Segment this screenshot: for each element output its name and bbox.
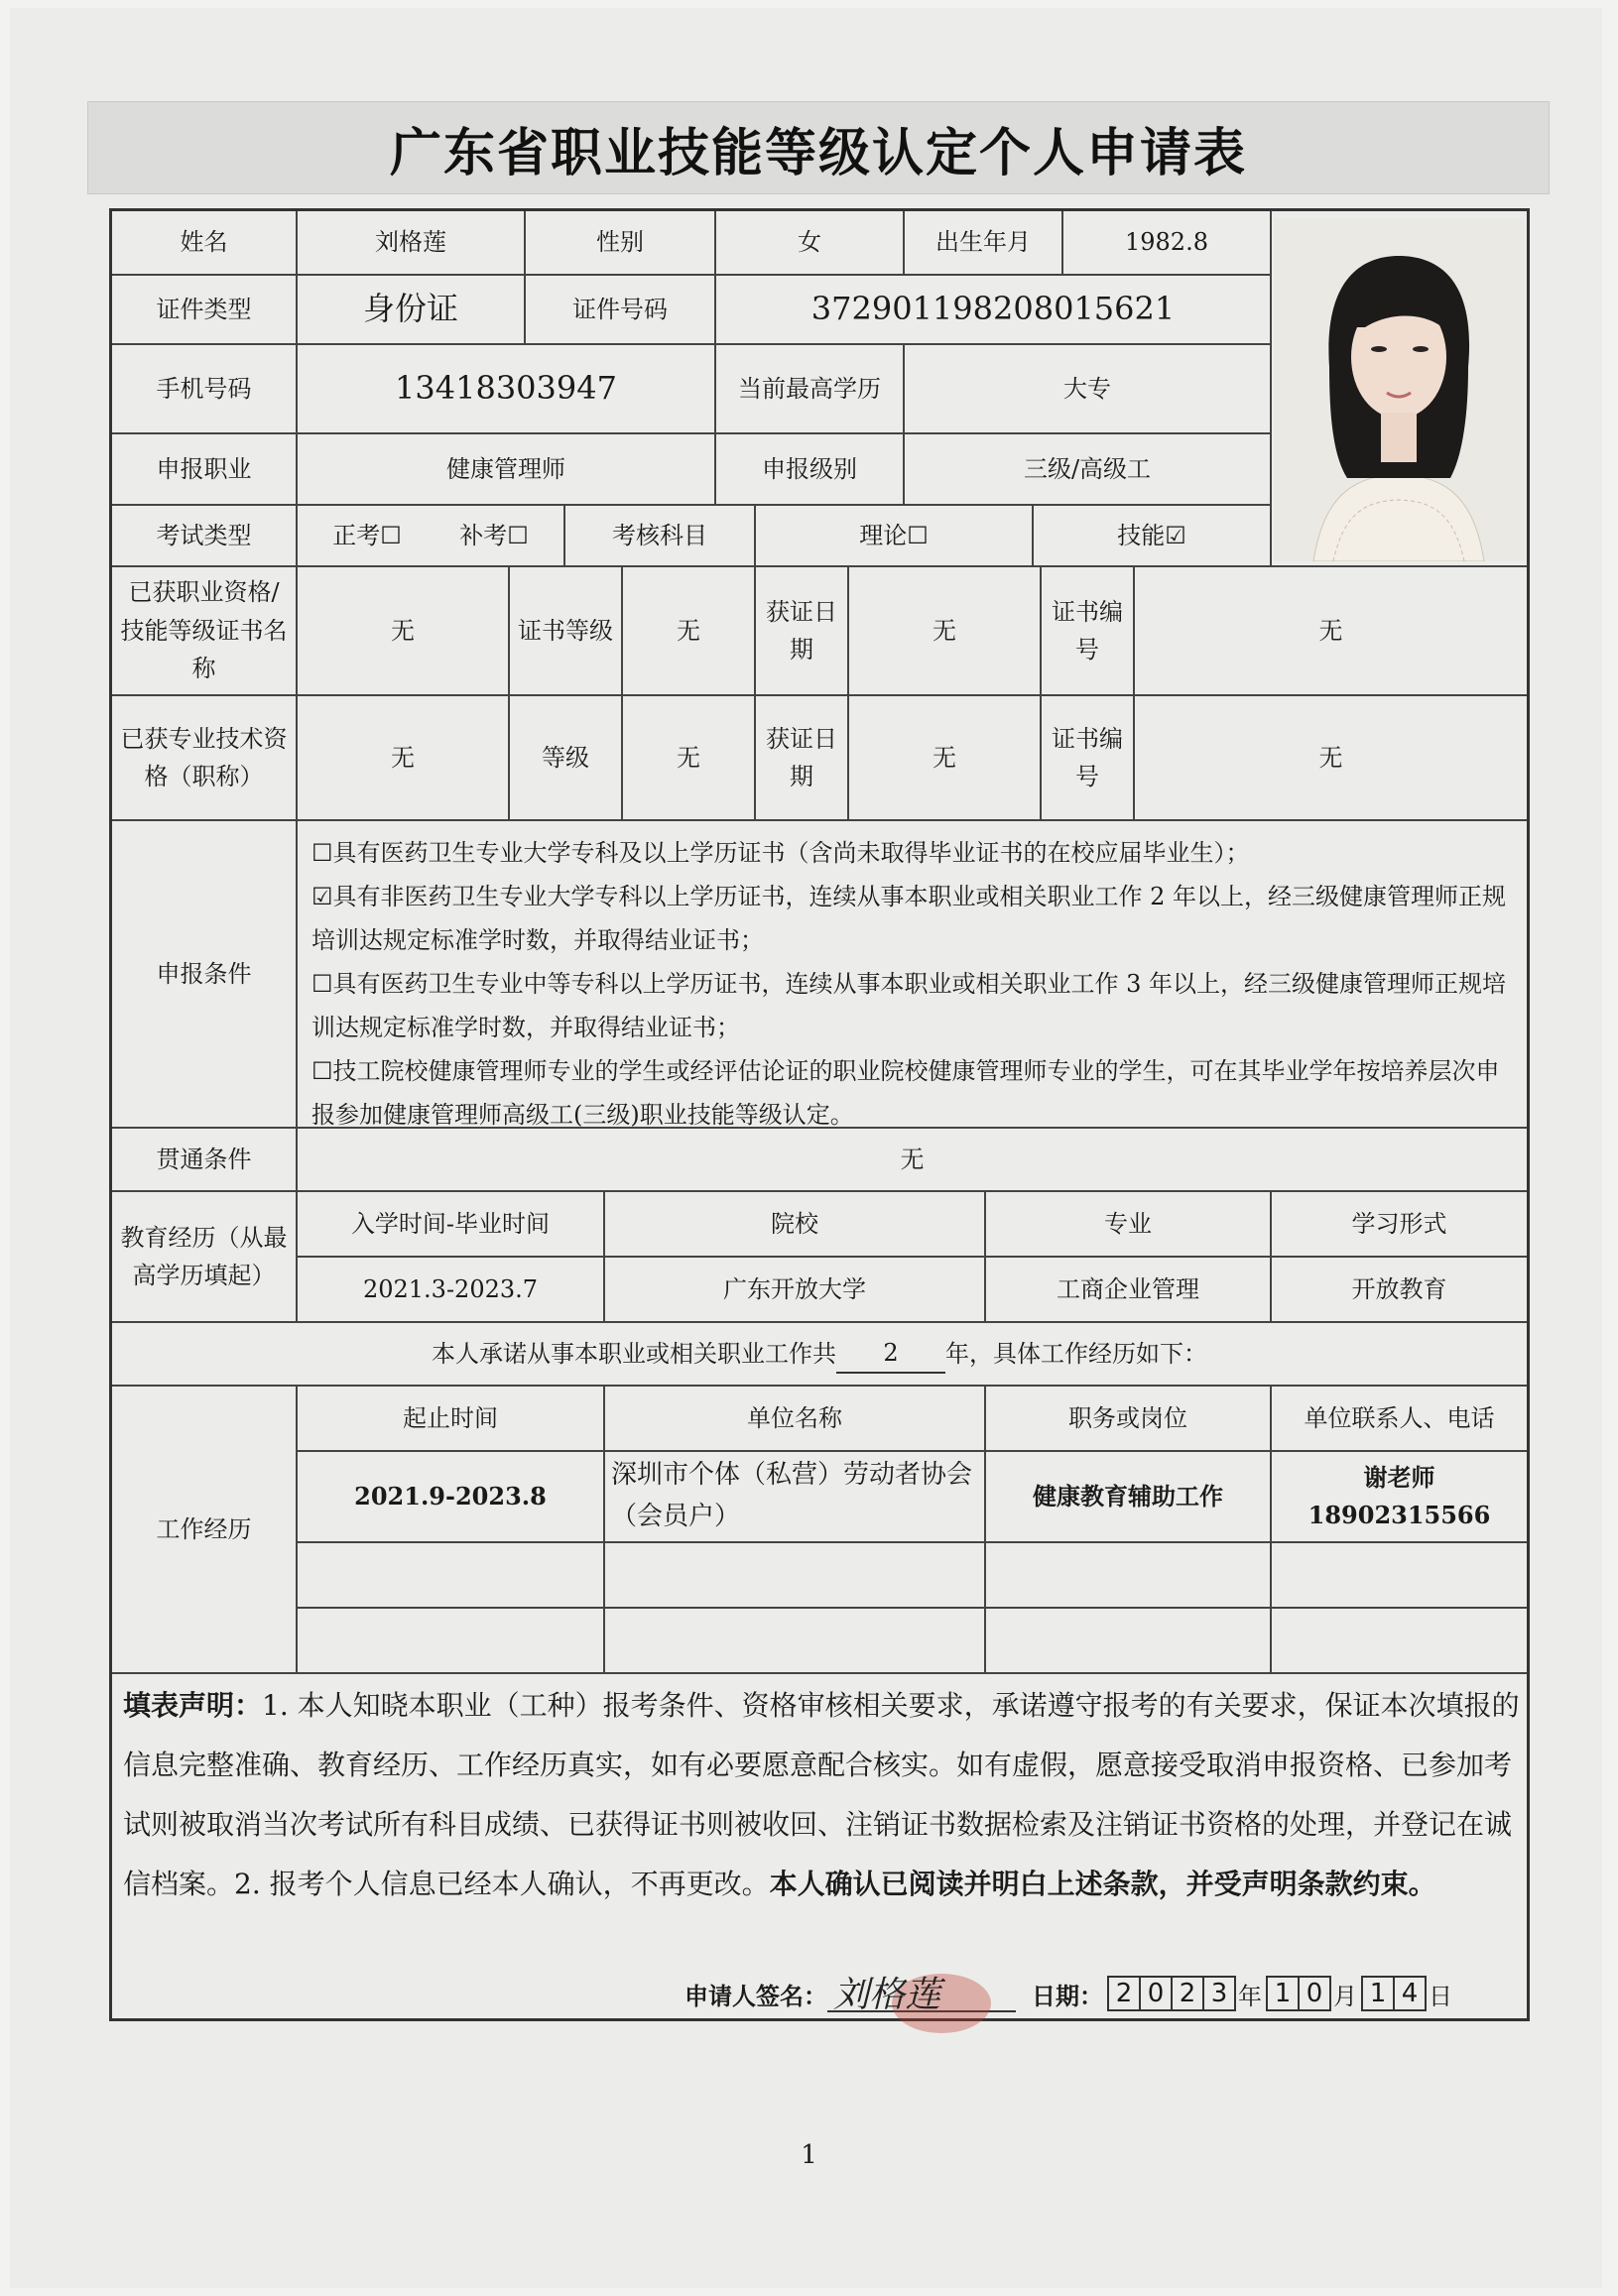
label-edu-history: 教育经历（从最高学历填起） xyxy=(112,1192,298,1323)
value-name: 刘格莲 xyxy=(298,211,526,276)
value-prior-title-date: 无 xyxy=(849,696,1042,821)
label-work-history: 工作经历 xyxy=(112,1387,298,1674)
work-header-contact: 单位联系人、电话 xyxy=(1272,1387,1527,1452)
title-banner xyxy=(87,101,1550,194)
work-empty-cell[interactable] xyxy=(1272,1609,1527,1674)
work-position: 健康教育辅助工作 xyxy=(986,1452,1272,1543)
checkbox-formal-exam[interactable]: 正考☐ xyxy=(332,521,402,549)
label-education: 当前最高学历 xyxy=(716,345,905,434)
signature-field[interactable] xyxy=(827,1975,1016,2015)
edu-header-school: 院校 xyxy=(605,1192,986,1258)
exam-type-options xyxy=(298,506,565,567)
work-empty-cell[interactable] xyxy=(986,1543,1272,1609)
condition-item[interactable]: ☐具有医药卫生专业中等专科以上学历证书，连续从事本职业或相关职业工作 3 年以上，经三级健康管理师正规培训达规定标准学时数，并取得结业证书； xyxy=(311,970,1507,1041)
checkbox-makeup-exam[interactable]: 补考☐ xyxy=(459,521,529,549)
condition-item[interactable]: ☐技工院校健康管理师专业的学生或经评估论证的职业院校健康管理师专业的学生，可在其毕业学年按培养层次申报参加健康管理师高级工(三级)职业技能等级认定。 xyxy=(311,1057,1500,1129)
edu-header-major: 专业 xyxy=(986,1192,1272,1258)
value-phone: 13418303947 xyxy=(298,345,716,434)
label-cert-level: 证书等级 xyxy=(510,567,623,696)
signature-row xyxy=(685,1974,1452,2013)
value-id-type: 身份证 xyxy=(298,276,526,345)
work-header-position: 职务或岗位 xyxy=(986,1387,1272,1452)
label-prior-cert: 已获职业资格/技能等级证书名称 xyxy=(112,567,298,696)
checkbox-theory[interactable]: 理论☐ xyxy=(756,506,1034,567)
work-company: 深圳市个体（私营）劳动者协会（会员户） xyxy=(605,1452,986,1543)
digit-box: 3 xyxy=(1202,1976,1236,2011)
digit-box: 0 xyxy=(1298,1976,1331,2011)
date-label: 日期： xyxy=(1032,1981,1103,2010)
work-empty-cell[interactable] xyxy=(605,1543,986,1609)
edu-school: 广东开放大学 xyxy=(605,1258,986,1323)
date-day-boxes[interactable] xyxy=(1361,1976,1425,2011)
work-empty-cell[interactable] xyxy=(298,1543,605,1609)
work-commitment xyxy=(112,1323,1527,1387)
day-unit: 日 xyxy=(1429,1982,1452,2010)
value-birth: 1982.8 xyxy=(1063,211,1272,276)
label-cert-no-1: 证书编号 xyxy=(1042,567,1135,696)
checkbox-skill[interactable]: 技能☑ xyxy=(1034,506,1272,567)
work-header-company: 单位名称 xyxy=(605,1387,986,1452)
declaration-label: 填表声明： xyxy=(123,1689,263,1722)
value-gender: 女 xyxy=(716,211,905,276)
edu-period: 2021.3-2023.7 xyxy=(298,1258,605,1323)
value-prior-title-no: 无 xyxy=(1135,696,1527,821)
label-grade: 等级 xyxy=(510,696,623,821)
value-education: 大专 xyxy=(905,345,1272,434)
edu-header-mode: 学习形式 xyxy=(1272,1192,1527,1258)
commit-prefix: 本人承诺从事本职业或相关职业工作共 xyxy=(432,1339,836,1368)
label-name: 姓名 xyxy=(112,211,298,276)
handwritten-signature: 刘格莲 xyxy=(833,1975,941,2015)
form-title: 广东省职业技能等级认定个人申请表 xyxy=(389,122,1247,183)
work-period: 2021.9-2023.8 xyxy=(298,1452,605,1543)
condition-item[interactable]: ☑具有非医药卫生专业大学专科以上学历证书，连续从事本职业或相关职业工作 2 年以上，经三级健康管理师正规培训达规定标准学时数，并取得结业证书； xyxy=(311,883,1507,954)
value-prior-title-name: 无 xyxy=(298,696,510,821)
declaration xyxy=(123,1676,1522,1914)
label-phone: 手机号码 xyxy=(112,345,298,434)
work-empty-cell[interactable] xyxy=(298,1609,605,1674)
label-obtained-date-2: 获证日期 xyxy=(756,696,849,821)
month-unit: 月 xyxy=(1333,1982,1357,2010)
label-id-type: 证件类型 xyxy=(112,276,298,345)
label-id-no: 证件号码 xyxy=(526,276,716,345)
label-occupation: 申报职业 xyxy=(112,434,298,506)
value-prior-cert-date: 无 xyxy=(849,567,1042,696)
label-through: 贯通条件 xyxy=(112,1129,298,1192)
date-year-boxes[interactable] xyxy=(1107,1976,1234,2011)
commit-years: 2 xyxy=(836,1334,945,1374)
label-obtained-date-1: 获证日期 xyxy=(756,567,849,696)
digit-box: 4 xyxy=(1393,1976,1427,2011)
declaration-body: 1. 本人知晓本职业（工种）报考条件、资格审核相关要求，承诺遵守报考的有关要求，保证本次填报的信息完整准确、教育经历、工作经历真实，如有必要愿意配合核实。如有虚假，愿意接受取消申报资格、已参加考试则被取消当次考试所有科目成绩、已获得证书则被收回、注销证书数据检索及注销证书资格的处理，并登记在诚信档案。2. 报考个人信息已经本人确认，不再更改。 xyxy=(123,1689,1520,1900)
value-level: 三级/高级工 xyxy=(905,434,1272,506)
value-prior-cert-name: 无 xyxy=(298,567,510,696)
digit-box: 1 xyxy=(1266,1976,1300,2011)
signature-label: 申请人签名： xyxy=(685,1981,827,2010)
date-month-boxes[interactable] xyxy=(1266,1976,1329,2011)
digit-box: 2 xyxy=(1107,1976,1141,2011)
edu-major: 工商企业管理 xyxy=(986,1258,1272,1323)
work-empty-cell[interactable] xyxy=(605,1609,986,1674)
commit-suffix: 年，具体工作经历如下： xyxy=(945,1339,1207,1368)
label-prior-title: 已获专业技术资格（职称） xyxy=(112,696,298,821)
work-empty-cell[interactable] xyxy=(986,1609,1272,1674)
value-through: 无 xyxy=(298,1129,1527,1192)
work-contact: 谢老师 18902315566 xyxy=(1272,1452,1527,1543)
digit-box: 0 xyxy=(1139,1976,1173,2011)
value-prior-cert-level: 无 xyxy=(623,567,756,696)
label-exam-type: 考试类型 xyxy=(112,506,298,567)
label-gender: 性别 xyxy=(526,211,716,276)
digit-box: 2 xyxy=(1171,1976,1204,2011)
value-id-no: 372901198208015621 xyxy=(716,276,1272,345)
photo-bottom-cell xyxy=(1272,506,1527,567)
page-number: 1 xyxy=(801,2140,817,2170)
work-empty-cell[interactable] xyxy=(1272,1543,1527,1609)
value-occupation: 健康管理师 xyxy=(298,434,716,506)
conditions-list xyxy=(298,821,1528,1129)
label-conditions: 申报条件 xyxy=(112,821,298,1129)
value-prior-cert-no: 无 xyxy=(1135,567,1527,696)
declaration-bold-tail: 本人确认已阅读并明白上述条款，并受声明条款约束。 xyxy=(769,1868,1436,1900)
work-header-period: 起止时间 xyxy=(298,1387,605,1452)
edu-mode: 开放教育 xyxy=(1272,1258,1527,1323)
digit-box: 1 xyxy=(1361,1976,1395,2011)
value-prior-title-level: 无 xyxy=(623,696,756,821)
label-exam-subject: 考核科目 xyxy=(565,506,756,567)
label-level: 申报级别 xyxy=(716,434,905,506)
edu-header-period: 入学时间-毕业时间 xyxy=(298,1192,605,1258)
condition-item[interactable]: ☐具有医药卫生专业大学专科及以上学历证书（含尚未取得毕业证书的在校应届毕业生）； xyxy=(311,839,1250,867)
label-birth: 出生年月 xyxy=(905,211,1063,276)
label-cert-no-2: 证书编号 xyxy=(1042,696,1135,821)
year-unit: 年 xyxy=(1238,1982,1262,2010)
